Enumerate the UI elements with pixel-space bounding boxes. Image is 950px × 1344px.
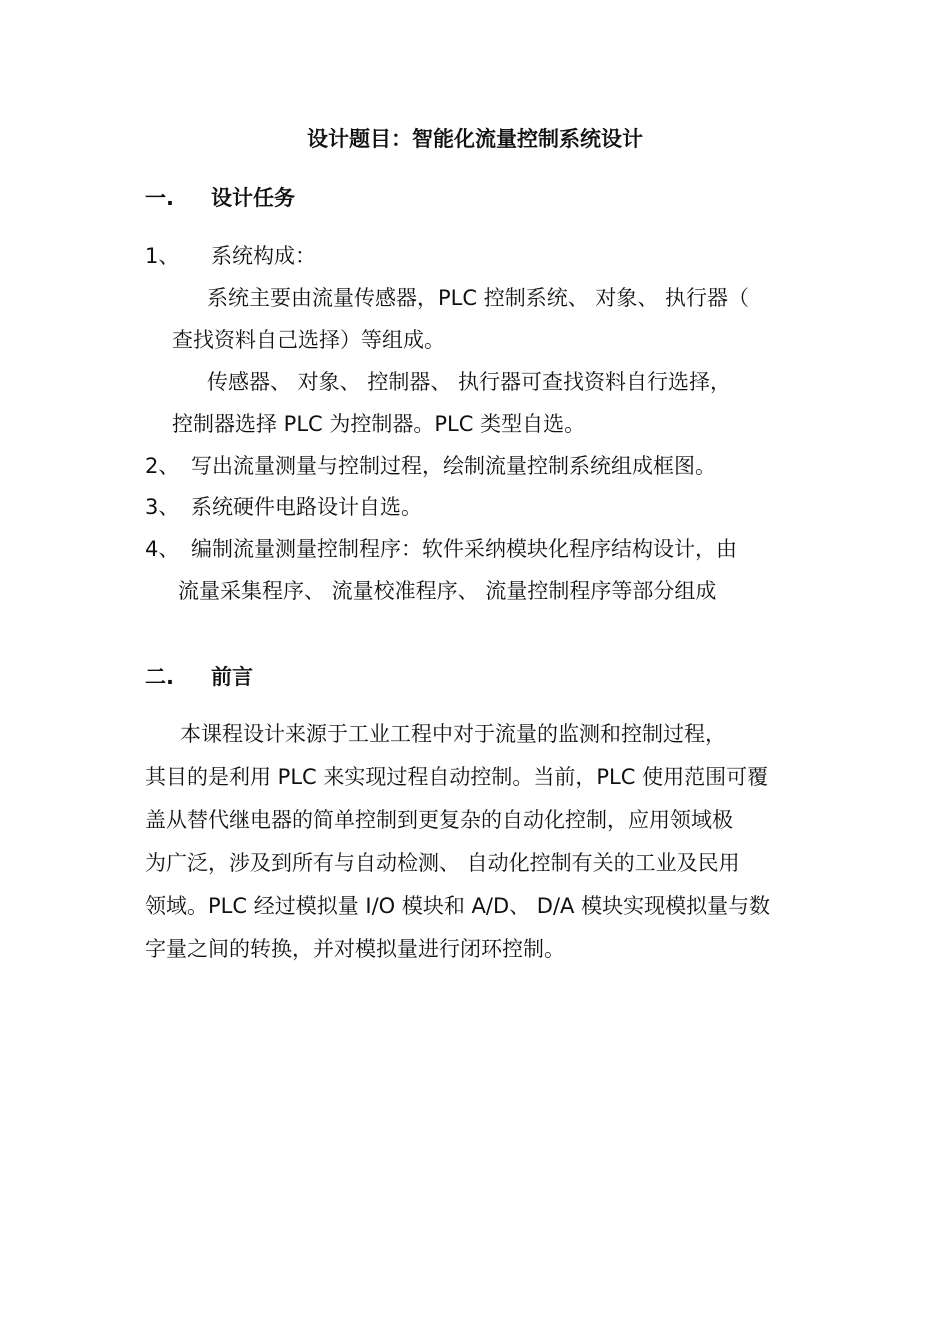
- paragraph-line: 查找资料自己选择）等组成。: [172, 328, 445, 352]
- list-item-3: [145, 492, 422, 522]
- item-text: 写出流量测量与控制过程，绘制流量控制系统组成框图。: [191, 454, 716, 478]
- section-number: 二.: [145, 665, 174, 689]
- document-title: 设计题目：智能化流量控制系统设计: [307, 127, 643, 151]
- item-text: 编制流量测量控制程序：软件采纳模块化程序结构设计，由: [191, 537, 737, 561]
- list-item-2: [145, 451, 716, 481]
- item-number: 2、: [145, 454, 180, 478]
- item-label: 系统构成：: [211, 244, 316, 268]
- list-item-4: [145, 534, 737, 564]
- item-number: 1、: [145, 244, 180, 268]
- paragraph-line: 领域。PLC 经过模拟量 I/O 模块和 A/D、 D/A 模块实现模拟量与数: [145, 894, 771, 918]
- paragraph-line: 本课程设计来源于工业工程中对于流量的监测和控制过程，: [180, 722, 726, 746]
- list-item-1: [145, 241, 316, 271]
- paragraph-line: 字量之间的转换，并对模拟量进行闭环控制。: [145, 937, 565, 961]
- section-title: 设计任务: [211, 186, 295, 210]
- paragraph-line: 系统主要由流量传感器，PLC 控制系统、 对象、 执行器（: [207, 286, 750, 310]
- section-heading-2: [145, 662, 253, 692]
- paragraph-line: 传感器、 对象、 控制器、 执行器可查找资料自行选择，: [207, 370, 732, 394]
- paragraph-line: 控制器选择 PLC 为控制器。PLC 类型自选。: [172, 412, 586, 436]
- paragraph-line: 为广泛，涉及到所有与自动检测、 自动化控制有关的工业及民用: [145, 851, 740, 875]
- item-number: 4、: [145, 537, 180, 561]
- item-number: 3、: [145, 495, 180, 519]
- paragraph-line: 盖从替代继电器的简单控制到更复杂的自动化控制，应用领域极: [145, 808, 733, 832]
- section-title: 前言: [211, 665, 253, 689]
- section-number: 一.: [145, 186, 174, 210]
- paragraph-line: 其目的是利用 PLC 来实现过程自动控制。当前，PLC 使用范围可覆: [145, 765, 769, 789]
- item-text: 系统硬件电路设计自选。: [191, 495, 422, 519]
- section-heading-1: [145, 183, 295, 213]
- paragraph-line: 流量采集程序、 流量校准程序、 流量控制程序等部分组成: [178, 579, 717, 603]
